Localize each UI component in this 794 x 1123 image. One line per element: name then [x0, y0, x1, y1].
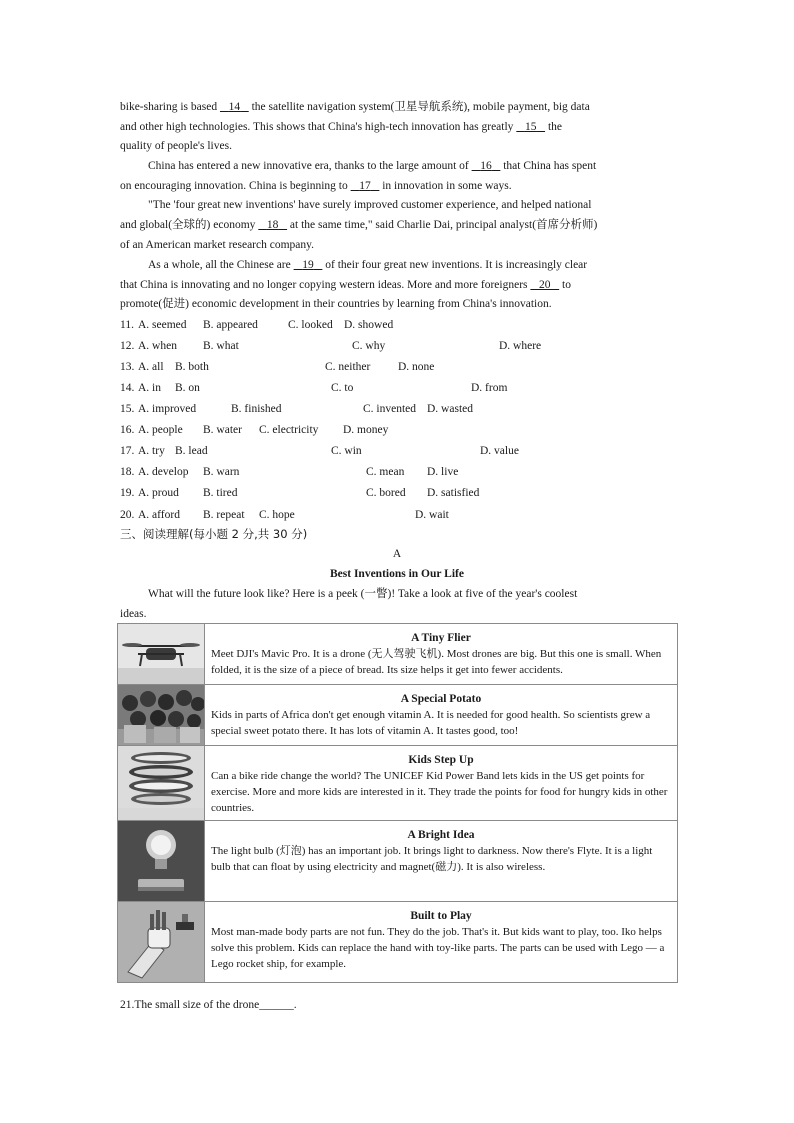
passage-title: Best Inventions in Our Life: [330, 568, 464, 580]
blank-17: 17: [359, 180, 371, 192]
passage-line: promote(促进) economic development in their countries by learning from China's innovation.: [120, 298, 552, 310]
option-c: C. to: [331, 382, 354, 394]
option-a: A. seemed: [138, 319, 187, 331]
option-a: A. improved: [138, 403, 197, 415]
question-number: 20.: [120, 509, 135, 521]
passage-line: and other high technologies. This shows that China's high-tech innovation has greatly 15 the: [120, 121, 562, 133]
passage-intro: What will the future look like? Here is a peek (一瞥)! Take a look at five of the year's coolest: [148, 588, 578, 600]
option-a: A. when: [138, 340, 177, 352]
option-b: B. warn: [203, 466, 240, 478]
invention-cell: [205, 821, 678, 902]
question-number: 12.: [120, 340, 135, 352]
option-d: D. showed: [344, 319, 394, 331]
question-number: 16.: [120, 424, 135, 436]
passage-line: on encouraging innovation. China is beginning to 17 in innovation in some ways.: [120, 180, 512, 192]
option-d: D. wasted: [427, 403, 473, 415]
passage-line: "The 'four great new inventions' have surely improved customer experience, and helped national: [148, 199, 592, 211]
option-b: B. tired: [203, 487, 238, 499]
light-bulb-image: [118, 821, 205, 902]
option-d: D. from: [471, 382, 508, 394]
option-c: C. neither: [325, 361, 371, 373]
passage-line: As a whole, all the Chinese are 19 of their four great new inventions. It is increasingly clear: [148, 259, 588, 271]
option-b: B. both: [175, 361, 209, 373]
option-a: A. people: [138, 424, 183, 436]
blank-15: 15: [524, 121, 537, 133]
passage-line: and global(全球的) economy 18 at the same time," said Charlie Dai, principal analyst(首席分析师): [120, 219, 598, 231]
invention-text: Meet DJI's Mavic Pro. It is a drone (无人驾驶飞机). Most drones are big. But this one is small. When folded, it is the size of a piece of bread. Its size helps it get into fewer accidents.: [211, 648, 662, 676]
option-d: D. where: [499, 340, 542, 352]
table-row: [118, 685, 678, 746]
power-band-image: [118, 746, 205, 821]
table-row: [118, 902, 678, 983]
option-a: A. proud: [138, 487, 179, 499]
question-number: 15.: [120, 403, 135, 415]
option-d: D. wait: [415, 509, 449, 521]
question-number: 14.: [120, 382, 135, 394]
table-row: [118, 746, 678, 821]
invention-title: Built to Play: [410, 910, 472, 922]
passage-line: bike-sharing is based 14 the satellite navigation system(卫星导航系统), mobile payment, big data: [120, 101, 590, 113]
option-b: B. what: [203, 340, 239, 352]
passage-line: China has entered a new innovative era, thanks to the large amount of 16 that China has spent: [148, 160, 597, 172]
inventions-table: [117, 623, 678, 983]
invention-text: Most man-made body parts are not fun. They do the job. That's it. But kids want to play, too. Iko helps solve this problem. Kids can replace the hand with toy-like parts. The parts can be used with Lego — a Lego rocket ship, for example.: [211, 926, 665, 970]
option-b: B. repeat: [203, 509, 245, 521]
invention-title: A Tiny Flier: [411, 632, 471, 644]
invention-cell: [205, 685, 678, 746]
option-a: A. try: [138, 445, 165, 457]
invention-title: A Special Potato: [400, 693, 482, 705]
option-c: C. electricity: [259, 424, 319, 436]
option-a: A. afford: [138, 509, 180, 521]
option-d: D. money: [343, 424, 389, 436]
option-d: D. value: [480, 445, 519, 457]
blank-20: 20: [539, 279, 551, 291]
invention-text: Kids in parts of Africa don't get enough vitamin A. It is needed for good health. So scientists grew a special sweet potato there. It has lots of vitamin A. It tastes good, too!: [211, 709, 651, 737]
passage-line: of an American market research company.: [120, 239, 315, 251]
option-c: C. bored: [366, 487, 406, 499]
option-b: B. water: [203, 424, 242, 436]
option-b: B. finished: [231, 403, 282, 415]
invention-cell: [205, 746, 678, 821]
passage-line: quality of people's lives.: [120, 140, 232, 152]
option-c: C. why: [352, 340, 386, 352]
option-c: C. invented: [363, 403, 417, 415]
question-21: 21.The small size of the drone______.: [120, 999, 297, 1011]
children-photo: [118, 685, 205, 746]
invention-cell: [205, 624, 678, 685]
option-c: C. win: [331, 445, 362, 457]
blank-18: 18: [266, 219, 279, 231]
table-row: [118, 821, 678, 902]
invention-title: A Bright Idea: [407, 829, 475, 841]
blank-19: 19: [302, 259, 314, 271]
option-c: C. hope: [259, 509, 295, 521]
drone-image: [118, 624, 205, 685]
question-number: 13.: [120, 361, 135, 373]
passage-line: that China is innovating and no longer copying western ideas. More and more foreigners 20 to: [120, 279, 571, 291]
question-number: 17.: [120, 445, 135, 457]
option-d: D. satisfied: [427, 487, 480, 499]
option-b: B. lead: [175, 445, 208, 457]
prosthetic-hand-image: [118, 902, 205, 983]
question-number: 11.: [120, 319, 134, 331]
option-b: B. appeared: [203, 319, 258, 331]
option-a: A. develop: [138, 466, 189, 478]
option-d: D. none: [398, 361, 435, 373]
table-row: [118, 624, 678, 685]
blank-14: 14: [228, 101, 241, 113]
option-a: A. in: [138, 382, 161, 394]
passage-intro: ideas.: [120, 608, 147, 620]
invention-title: Kids Step Up: [408, 754, 474, 766]
question-number: 19.: [120, 487, 135, 499]
option-a: A. all: [138, 361, 164, 373]
option-d: D. live: [427, 466, 459, 478]
option-c: C. looked: [288, 319, 333, 331]
question-number: 18.: [120, 466, 135, 478]
option-c: C. mean: [366, 466, 405, 478]
section-heading: 三、阅读理解(每小题 2 分,共 30 分): [120, 527, 308, 541]
invention-text: Can a bike ride change the world? The UNICEF Kid Power Band lets kids in the US get points for exercise. More and more kids are interested in it. They trade the points for food for hungry kids in other countries.: [211, 770, 668, 814]
blank-16: 16: [480, 160, 492, 172]
passage-letter: A: [392, 548, 402, 560]
option-b: B. on: [175, 382, 200, 394]
invention-cell: [205, 902, 678, 983]
invention-text: The light bulb (灯泡) has an important job. It brings light to darkness. Now there's Flyte. It is a light bulb that can float by using electricity and magnet(磁力). It is also wireless.: [211, 845, 653, 873]
